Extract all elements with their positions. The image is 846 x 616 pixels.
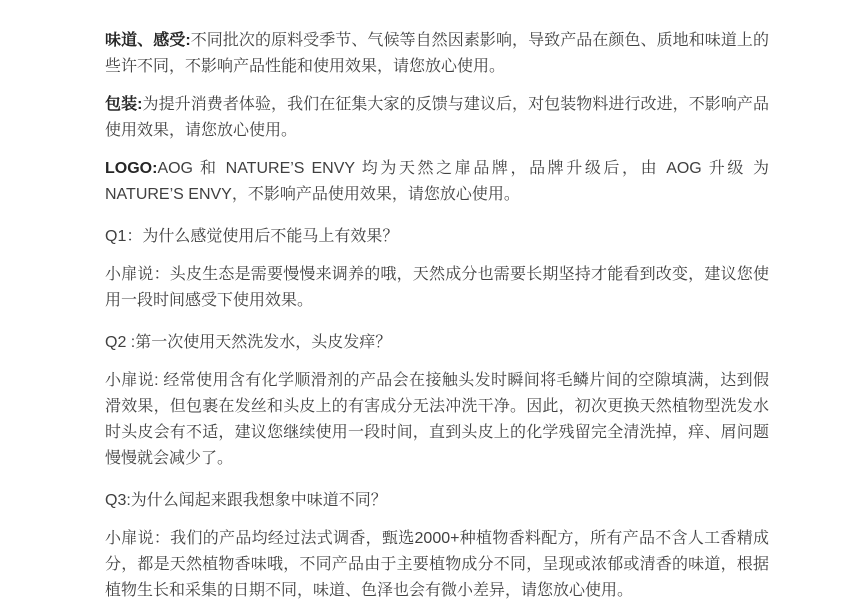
note-flavor-text: 不同批次的原料受季节、气候等自然因素影响，导致产品在颜色、质地和味道上的些许不同，不影响产品性能和使用效果，请您放心使用。 bbox=[105, 32, 769, 75]
note-logo-label: LOGO: bbox=[105, 160, 158, 177]
question-q2: Q2 :第一次使用天然洗发水，头皮发痒？ bbox=[105, 334, 392, 351]
answer-q1: 小扉说：头皮生态是需要慢慢来调养的哦，天然成分也需要长期坚持才能看到改变，建议您使用一段时间感受下使用效果。 bbox=[105, 266, 769, 309]
answer-q2: 小扉说: 经常使用含有化学顺滑剂的产品会在接触头发时瞬间将毛鳞片间的空隙填满，达到假滑效果，但包裹在发丝和头皮上的有害成分无法冲洗干净。因此，初次更换天然植物型洗发水时头皮会有不适，建议您继续使用一段时间，直到头皮上的化学残留完全清洗掉，痒、屑问题慢慢就会减少了。 bbox=[105, 372, 769, 467]
note-packaging-text: 为提升消费者体验，我们在征集大家的反馈与建议后，对包装物料进行改进，不影响产品使用效果，请您放心使用。 bbox=[105, 96, 769, 139]
question-q3: Q3:为什么闻起来跟我想象中味道不同？ bbox=[105, 492, 387, 509]
note-logo bbox=[105, 156, 769, 208]
note-logo-text: AOG 和 NATURE’S ENVY 均为天然之扉品牌，品牌升级后，由 AOG 升级 为 NATURE’S ENVY，不影响产品使用效果，请您放心使用。 bbox=[105, 160, 769, 203]
note-packaging bbox=[105, 92, 769, 144]
product-faq-document bbox=[105, 28, 769, 616]
note-flavor-label: 味道、感受: bbox=[105, 32, 191, 49]
note-packaging-label: 包装: bbox=[105, 96, 143, 113]
note-flavor bbox=[105, 28, 769, 80]
answer-q3: 小扉说：我们的产品均经过法式调香，甄选2000+种植物香料配方，所有产品不含人工香精成分，都是天然植物香味哦，不同产品由于主要植物成分不同，呈现或浓郁或清香的味道，根据植物生长和采集的日期不同，味道、色泽也会有微小差异，请您放心使用。 bbox=[105, 530, 769, 599]
question-q1: Q1：为什么感觉使用后不能马上有效果？ bbox=[105, 228, 399, 245]
